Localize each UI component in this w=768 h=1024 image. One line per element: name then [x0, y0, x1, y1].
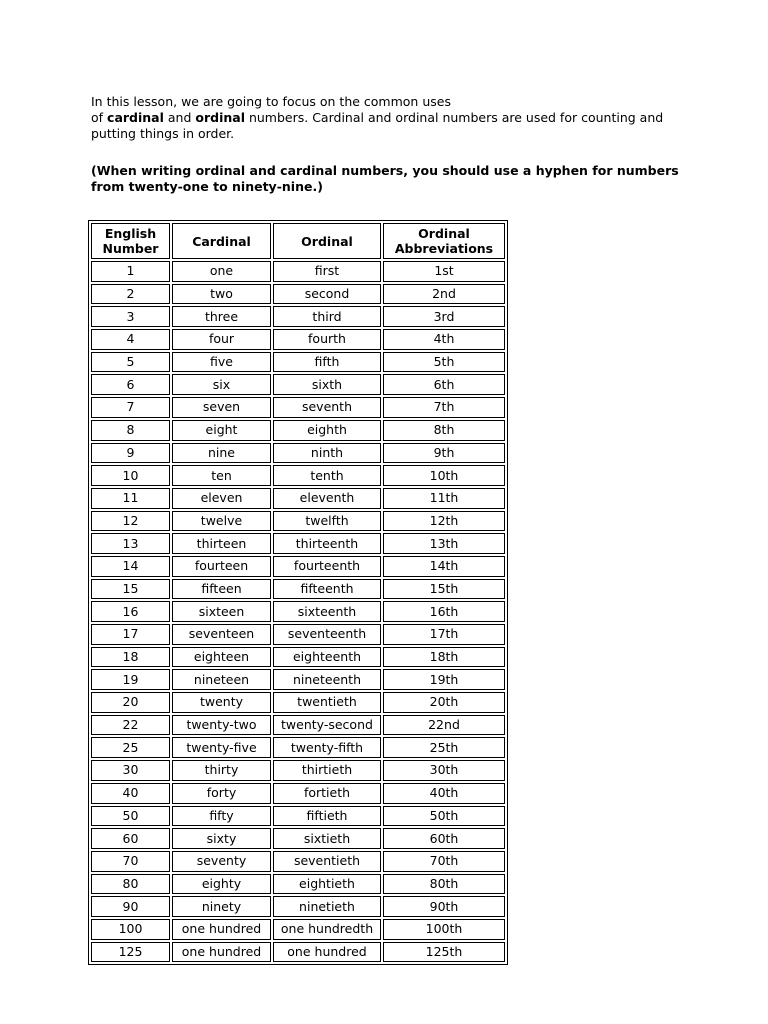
english-number-cell: 5: [91, 352, 170, 373]
cardinal-cell: twelve: [172, 511, 271, 532]
cardinal-cell: one hundred: [172, 942, 271, 963]
abbreviation-cell: 12th: [383, 511, 505, 532]
header-ordinal-abbreviations: Ordinal Abbreviations: [383, 223, 505, 259]
cardinal-cell: eight: [172, 420, 271, 441]
english-number-cell: 125: [91, 942, 170, 963]
abbreviation-cell: 14th: [383, 556, 505, 577]
abbreviation-cell: 90th: [383, 896, 505, 917]
cardinal-cell: twenty-five: [172, 737, 271, 758]
table-row: [91, 896, 505, 917]
english-number-cell: 3: [91, 306, 170, 327]
english-number-cell: 60: [91, 828, 170, 849]
english-number-cell: 13: [91, 533, 170, 554]
abbreviation-cell: 80th: [383, 874, 505, 895]
ordinal-cell: fourteenth: [273, 556, 381, 577]
table-row: [91, 579, 505, 600]
english-number-cell: 40: [91, 783, 170, 804]
abbreviation-cell: 17th: [383, 624, 505, 645]
intro-ordinal-term: ordinal: [195, 110, 245, 125]
ordinal-cell: twentieth: [273, 692, 381, 713]
ordinal-cell: twenty-fifth: [273, 737, 381, 758]
ordinal-cell: twelfth: [273, 511, 381, 532]
abbreviation-cell: 30th: [383, 760, 505, 781]
ordinal-cell: thirteenth: [273, 533, 381, 554]
table-row: [91, 533, 505, 554]
table-row: [91, 329, 505, 350]
abbreviation-cell: 3rd: [383, 306, 505, 327]
table-row: [91, 556, 505, 577]
cardinal-cell: five: [172, 352, 271, 373]
cardinal-cell: four: [172, 329, 271, 350]
numbers-table-wrapper: [88, 220, 508, 965]
ordinal-cell: third: [273, 306, 381, 327]
table-row: [91, 306, 505, 327]
table-row: [91, 397, 505, 418]
ordinal-cell: seventh: [273, 397, 381, 418]
abbreviation-cell: 10th: [383, 465, 505, 486]
table-row: [91, 669, 505, 690]
abbreviation-cell: 1st: [383, 261, 505, 282]
english-number-cell: 18: [91, 647, 170, 668]
english-number-cell: 30: [91, 760, 170, 781]
ordinal-cell: fortieth: [273, 783, 381, 804]
table-body: [91, 261, 505, 962]
cardinal-cell: fourteen: [172, 556, 271, 577]
cardinal-cell: sixteen: [172, 601, 271, 622]
abbreviation-cell: 2nd: [383, 284, 505, 305]
header-cardinal: Cardinal: [172, 223, 271, 259]
table-row: [91, 511, 505, 532]
table-row: [91, 692, 505, 713]
english-number-cell: 17: [91, 624, 170, 645]
cardinal-cell: seventeen: [172, 624, 271, 645]
ordinal-cell: seventieth: [273, 851, 381, 872]
english-number-cell: 4: [91, 329, 170, 350]
ordinal-cell: sixth: [273, 374, 381, 395]
abbreviation-cell: 13th: [383, 533, 505, 554]
ordinal-cell: ninth: [273, 443, 381, 464]
english-number-cell: 12: [91, 511, 170, 532]
abbreviation-cell: 19th: [383, 669, 505, 690]
ordinal-cell: nineteenth: [273, 669, 381, 690]
english-number-cell: 90: [91, 896, 170, 917]
cardinal-cell: nine: [172, 443, 271, 464]
abbreviation-cell: 15th: [383, 579, 505, 600]
english-number-cell: 50: [91, 806, 170, 827]
abbreviation-cell: 9th: [383, 443, 505, 464]
table-row: [91, 874, 505, 895]
english-number-cell: 11: [91, 488, 170, 509]
abbreviation-cell: 8th: [383, 420, 505, 441]
ordinal-cell: sixteenth: [273, 601, 381, 622]
english-number-cell: 6: [91, 374, 170, 395]
table-row: [91, 261, 505, 282]
english-number-cell: 22: [91, 715, 170, 736]
cardinal-cell: one: [172, 261, 271, 282]
ordinal-cell: eleventh: [273, 488, 381, 509]
abbreviation-cell: 4th: [383, 329, 505, 350]
table-row: [91, 783, 505, 804]
ordinal-cell: thirtieth: [273, 760, 381, 781]
english-number-cell: 19: [91, 669, 170, 690]
abbreviation-cell: 5th: [383, 352, 505, 373]
table-row: [91, 942, 505, 963]
cardinal-cell: thirteen: [172, 533, 271, 554]
cardinal-cell: seven: [172, 397, 271, 418]
abbreviation-cell: 11th: [383, 488, 505, 509]
table-row: [91, 737, 505, 758]
cardinal-cell: sixty: [172, 828, 271, 849]
cardinal-cell: forty: [172, 783, 271, 804]
table-row: [91, 715, 505, 736]
cardinal-cell: twenty-two: [172, 715, 271, 736]
table-row: [91, 828, 505, 849]
cardinal-cell: eighteen: [172, 647, 271, 668]
cardinal-cell: eighty: [172, 874, 271, 895]
ordinal-cell: sixtieth: [273, 828, 381, 849]
ordinal-cell: second: [273, 284, 381, 305]
english-number-cell: 25: [91, 737, 170, 758]
cardinal-cell: seventy: [172, 851, 271, 872]
cardinal-cell: fifty: [172, 806, 271, 827]
english-number-cell: 15: [91, 579, 170, 600]
abbreviation-cell: 22nd: [383, 715, 505, 736]
english-number-cell: 1: [91, 261, 170, 282]
ordinal-cell: twenty-second: [273, 715, 381, 736]
english-number-cell: 7: [91, 397, 170, 418]
intro-line-1: In this lesson, we are going to focus on the common uses: [91, 94, 451, 109]
cardinal-cell: eleven: [172, 488, 271, 509]
header-english-number: English Number: [91, 223, 170, 259]
english-number-cell: 70: [91, 851, 170, 872]
table-row: [91, 374, 505, 395]
ordinal-cell: one hundred: [273, 942, 381, 963]
ordinal-cell: eighteenth: [273, 647, 381, 668]
ordinal-cell: fourth: [273, 329, 381, 350]
cardinal-cell: ninety: [172, 896, 271, 917]
english-number-cell: 16: [91, 601, 170, 622]
english-number-cell: 2: [91, 284, 170, 305]
cardinal-cell: nineteen: [172, 669, 271, 690]
ordinal-cell: fiftieth: [273, 806, 381, 827]
table-header-row: [91, 223, 505, 259]
table-row: [91, 624, 505, 645]
cardinal-cell: fifteen: [172, 579, 271, 600]
table-row: [91, 647, 505, 668]
intro-rest: numbers. Cardinal and ordinal numbers are used for counting and putting things in order.: [91, 110, 664, 141]
intro-and: and: [163, 110, 196, 125]
table-row: [91, 488, 505, 509]
english-number-cell: 10: [91, 465, 170, 486]
english-number-cell: 14: [91, 556, 170, 577]
abbreviation-cell: 25th: [383, 737, 505, 758]
table-row: [91, 760, 505, 781]
intro-paragraph: [91, 94, 691, 142]
english-number-cell: 9: [91, 443, 170, 464]
cardinal-cell: ten: [172, 465, 271, 486]
intro-cardinal-term: cardinal: [107, 110, 164, 125]
table-row: [91, 601, 505, 622]
english-number-cell: 20: [91, 692, 170, 713]
ordinal-cell: first: [273, 261, 381, 282]
table-row: [91, 352, 505, 373]
ordinal-cell: eighth: [273, 420, 381, 441]
ordinal-cell: one hundredth: [273, 919, 381, 940]
cardinal-cell: thirty: [172, 760, 271, 781]
ordinal-cell: tenth: [273, 465, 381, 486]
abbreviation-cell: 18th: [383, 647, 505, 668]
table-row: [91, 465, 505, 486]
abbreviation-cell: 100th: [383, 919, 505, 940]
english-number-cell: 80: [91, 874, 170, 895]
cardinal-cell: two: [172, 284, 271, 305]
cardinal-cell: three: [172, 306, 271, 327]
table-row: [91, 851, 505, 872]
ordinal-cell: seventeenth: [273, 624, 381, 645]
cardinal-cell: twenty: [172, 692, 271, 713]
table-row: [91, 806, 505, 827]
numbers-table: [88, 220, 508, 965]
ordinal-cell: fifteenth: [273, 579, 381, 600]
abbreviation-cell: 20th: [383, 692, 505, 713]
header-ordinal: Ordinal: [273, 223, 381, 259]
ordinal-cell: eightieth: [273, 874, 381, 895]
lesson-text: [91, 94, 691, 195]
table-row: [91, 919, 505, 940]
intro-of: of: [91, 110, 108, 125]
cardinal-cell: six: [172, 374, 271, 395]
table-row: [91, 284, 505, 305]
cardinal-cell: one hundred: [172, 919, 271, 940]
abbreviation-cell: 125th: [383, 942, 505, 963]
english-number-cell: 100: [91, 919, 170, 940]
abbreviation-cell: 7th: [383, 397, 505, 418]
english-number-cell: 8: [91, 420, 170, 441]
ordinal-cell: ninetieth: [273, 896, 381, 917]
ordinal-cell: fifth: [273, 352, 381, 373]
abbreviation-cell: 70th: [383, 851, 505, 872]
hyphen-note: (When writing ordinal and cardinal numbers, you should use a hyphen for numbers from twenty-one to ninety-nine.): [91, 163, 679, 194]
abbreviation-cell: 16th: [383, 601, 505, 622]
table-row: [91, 420, 505, 441]
table-row: [91, 443, 505, 464]
abbreviation-cell: 60th: [383, 828, 505, 849]
abbreviation-cell: 50th: [383, 806, 505, 827]
abbreviation-cell: 40th: [383, 783, 505, 804]
abbreviation-cell: 6th: [383, 374, 505, 395]
